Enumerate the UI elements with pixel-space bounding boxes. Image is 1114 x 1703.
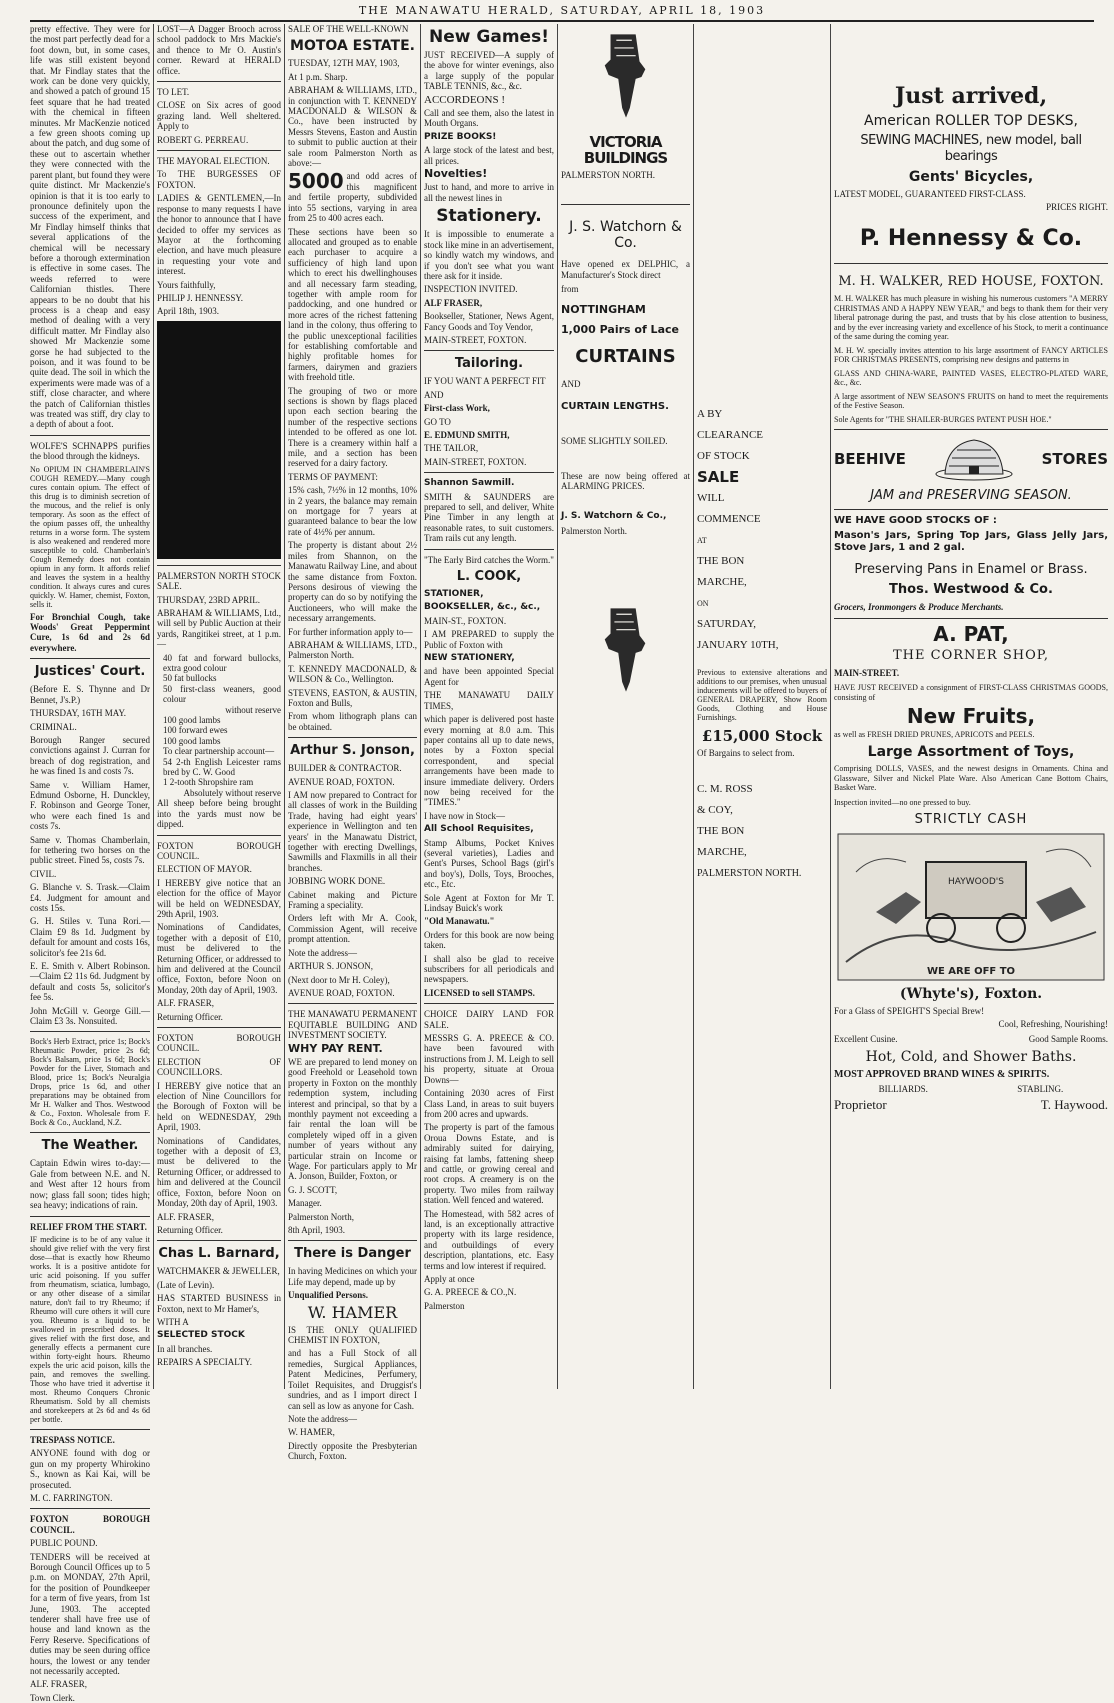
bon-marche-signature: THE BON	[697, 825, 745, 837]
bock-notice: Bock's Herb Extract, price 1s; Bock's Rheumatic Powder, price 2s 6d; Bock's Balsam, price 1s 6d; Bock's Powder for the Liver, Stomach and Blood, price 1s; Bock's Neuralgia Drops, price 1s 6d, and other preparations may be obtained from Mr H. Walker and Thos. Westwood & Co., Foxton. Wholesale from F. Bock & Co., Auckland, N.Z.	[30, 1037, 150, 1128]
cool-refreshing: Cool, Refreshing, Nourishing!	[998, 1018, 1108, 1029]
hamer-address: Directly opposite the Presbyterian Church, Foxton.	[288, 1440, 417, 1462]
bon-marche-line: OF STOCK	[697, 450, 750, 462]
column-3	[288, 24, 417, 1462]
danger-heading: There is Danger	[294, 1246, 411, 1262]
walker-heading: M. H. WALKER, RED HOUSE, FOXTON.	[838, 274, 1104, 289]
jonson-name: Arthur S. Jonson,	[290, 743, 415, 759]
stock-item: 1 2-tooth Shropshire ram	[163, 777, 254, 788]
to-let-signature: ROBERT G. PERREAU.	[157, 134, 249, 145]
stock-sale-close: All sheep before being brought into the yards must now be dipped.	[157, 798, 281, 830]
column-rule	[693, 24, 694, 1389]
stock-item: 100 forward ewes	[163, 725, 228, 736]
estate-name: MOTOA ESTATE.	[290, 38, 415, 55]
tailoring-fit: IF YOU WANT A PERFECT FIT	[424, 376, 546, 387]
preserving-pans: Preserving Pans in Enamel or Brass.	[854, 562, 1088, 577]
stock-sale-heading: PALMERSTON NORTH STOCK SALE.	[157, 570, 281, 592]
tailoring-and: AND	[424, 389, 444, 400]
bon-marche-line: CLEARANCE	[697, 429, 763, 441]
barnard-name: Chas L. Barnard,	[158, 1246, 280, 1262]
old-manawatu: "Old Manawatu."	[424, 916, 495, 927]
dried-fruits: as well as FRESH DRIED PRUNES, APRICOTS and PEELS.	[834, 730, 1035, 739]
barnard-with: WITH A	[157, 1316, 189, 1327]
sale-acres-text: and odd acres of this magnificent and fertile property, subdivided into 55 sections, varying in area from 25 to 400 acres each.	[288, 171, 417, 224]
mayor-election-text-2: Nominations of Candidates, together with a deposit of £10, must be delivered to the Returning Officer, or addressed to him and delivered at the Council office, Foxton, before Noon on Monday, 20th day of April, 1903.	[157, 922, 281, 995]
wines-spirits: MOST APPROVED BRAND WINES & SPIRITS.	[834, 1068, 1050, 1080]
column-4	[424, 24, 554, 1389]
bon-marche-sale: SALE	[697, 468, 740, 486]
tailoring-work: First-class Work,	[424, 403, 490, 414]
tailoring-go-to: GO TO	[424, 416, 451, 427]
court-entry: Same v. Thomas Chamberlain, for tethering two horses on the public street. Fined 5s, costs 7s.	[30, 834, 150, 866]
from: from	[561, 284, 579, 295]
fraser-name: ALF FRASER,	[424, 297, 483, 308]
jonson-text-3: Orders left with Mr A. Cook, Commission Agent, will receive prompt attention.	[288, 913, 417, 945]
councillors-signature-title: Returning Officer.	[157, 1224, 223, 1235]
court-entry: G. H. Stiles v. Tuna Rori.—Claim £9 8s 1d. Judgment by default for amount and costs 16s, solicitor's fee 21s 6d.	[30, 916, 150, 958]
trespass-heading: TRESPASS NOTICE.	[30, 1434, 115, 1445]
column-1	[30, 24, 150, 1703]
watchorn-text: Have opened ex DELPHIC, a Manufacturer's Stock direct	[561, 259, 690, 280]
daily-times-text: which paper is delivered post haste every morning at 8.0 a.m. This paper contains all up to date news, notes by a Foxton special correspondent, and special arrangements have been made to insure immediate delivery. Orders now being received for the "TIMES."	[424, 714, 554, 808]
dairy-text-3: The property is part of the famous Oroua Downs Estate, and is admirably suited for dairying, raising fat lambs, fattening sheep and cattle, or growing cereal and root crops. A creamery is on the property. Two miles from railway station. Well fenced and watered.	[424, 1122, 554, 1206]
cough-remedy-notice: No OPIUM IN CHAMBERLAIN'S COUGH REMEDY.—Many cough cures contain opium. The effect of this drug is to diminish secretion of the mucous, and the relief is only temporary. As soon as the effect of the opium passes off, the unhealthy returns in a worse form. The system is also weakened and rendered more susceptible to cold. Chamberlain's Cough Remedy does not contain opium in any form. It affords relief and leaves the system in a healthy condition. It always cures and cures quickly. W. Hamer, chemist, Foxton, sells it.	[30, 464, 150, 609]
mayor-election-heading: FOXTON BOROUGH COUNCIL.	[157, 840, 281, 861]
curtains: CURTAINS	[575, 346, 676, 368]
barnard-trade: WATCHMAKER & JEWELLER,	[157, 1266, 280, 1277]
justices-date: THURSDAY, 16TH MAY.	[30, 708, 127, 719]
novelties-heading: Novelties!	[424, 167, 488, 181]
stabling: STABLING.	[1017, 1083, 1064, 1094]
unqualified: Unqualified Persons.	[288, 1290, 369, 1301]
bronchial-notice: For Bronchial Cough, take Woods' Great Peppermint Cure, 1s 6d and 2s 6d everywhere.	[30, 611, 150, 653]
victoria-place: PALMERSTON NORTH.	[561, 170, 655, 180]
court-entry: Borough Ranger secured convictions against J. Curran for breach of dog registration, and he was fined 1s and costs 7s.	[30, 734, 150, 777]
licensed-stamps: LICENSED to sell STAMPS.	[424, 987, 535, 998]
trespass-text: ANYONE found with dog or gun on my property Whirokino S., known as Kai Kai, will be prosecuted.	[30, 1448, 150, 1490]
jonson-text-2: Cabinet making and Picture Framing a speciality.	[288, 889, 417, 911]
sale-terms-heading: TERMS OF PAYMENT:	[288, 471, 378, 482]
proprietor-name: T. Haywood.	[1040, 1096, 1108, 1112]
new-games-heading: New Games!	[429, 27, 549, 47]
bon-marche-line: SATURDAY,	[697, 618, 756, 630]
trespass-signature: M. C. FARRINGTON.	[30, 1492, 113, 1503]
article-text: pretty effective. They were for the most part perfectly dead for a foot down, but, in some cases, life was still existent beyond that. Mr Findlay states that the work can be done very quickly, and showed a patch of ground 15 feet square that he had treated with the chemical in fifteen minutes. Mr MacKenzie noticed a few green shoots coming up about the patch, and dug some of these out to ascertain whether they were connected with the parent plant, but found they were quite distinct. Mr Mackenzie's opinion is that it is too early to pronounce definitely upon the success of the experiment, and Mr Findlay himself thinks that several applications of the chemical will be necessary before a thorough extermination is effective in some cases. The weeds referred to were Californian thistles. There appears to be no doubt that his process is a cheap and easy method of dealing with a very difficult matter. Mr Findlay also showed Mr Mackenzie some gorse he had subjected to the poison, and it was found to be quite dead. The soil in which the experiments were made was of a stiff, close character, and where the patch of Californian thistles was treated was stiff, dry clay to a depth of about a foot.	[30, 24, 150, 430]
pat-name: A. PAT,	[933, 622, 1009, 646]
barnard-late: (Late of Levin).	[157, 1279, 215, 1290]
jonson-next: (Next door to Mr H. Coley),	[288, 974, 390, 985]
hamer-signature: W. HAMER,	[288, 1427, 335, 1438]
pound-signature: ALF. FRASER,	[30, 1679, 88, 1690]
games-text: JUST RECEIVED—A supply of the above for winter evenings, also a large supply of the popular TABLE TENNIS, &c., &c.	[424, 50, 554, 92]
society-date: 8th April, 1903.	[288, 1225, 346, 1236]
speights: For a Glass of SPEIGHT'S Special Brew!	[834, 1005, 985, 1016]
cook-agent: and have been appointed Special Agent for	[424, 666, 554, 687]
to-let-heading: TO LET.	[157, 87, 190, 98]
main-street: MAIN-STREET.	[834, 668, 900, 678]
hamer-note: Note the address—	[288, 1413, 357, 1424]
dairy-apply: Apply at once	[424, 1274, 475, 1284]
sale-acreage-figure: 5000	[288, 169, 344, 194]
redacted-block	[157, 321, 281, 559]
jonson-road: AVENUE ROAD, FOXTON.	[288, 987, 395, 998]
mayor-election-text: I HEREBY give notice that an election for the office of Mayor will be held on WEDNESDAY, 29th April, 1903.	[157, 877, 281, 919]
stock-note: Absolutely without reserve	[183, 787, 281, 798]
barnard-branches: In all branches.	[157, 1343, 213, 1354]
mayoral-signature: PHILIP J. HENNESSY.	[157, 292, 244, 303]
to-let-text: CLOSE on Six acres of good grazing land. Well sheltered. Apply to	[157, 100, 281, 132]
sale-agent: T. KENNEDY MACDONALD, & WILSON & Co., Wellington.	[288, 663, 417, 685]
column-rule	[153, 24, 154, 1389]
jonson-note: Note the address—	[288, 947, 357, 958]
mayor-election-sub: ELECTION OF MAYOR.	[157, 864, 252, 875]
jonson-signature: ARTHUR S. JONSON,	[288, 961, 373, 972]
pointing-hand-icon	[597, 32, 655, 120]
sale-litho: From whom lithograph plans can be obtained.	[288, 711, 417, 732]
weather-text: Captain Edwin wires to-day:—Gale from between N.E. and N. and West after 12 hours from now; glass fall soon; tides high; sea heavy; indications of rain.	[30, 1158, 150, 1211]
barnard-repairs: REPAIRS A SPECIALTY.	[157, 1357, 252, 1368]
walker-text-4: A large assortment of NEW SEASON'S FRUITS on hand to meet the requirements of the Festive Season.	[834, 391, 1108, 410]
councillors-text: I HEREBY give notice that an election of Nine Councillors for the Borough of Foxton will be held on WEDNESDAY, 29th April, 1903.	[157, 1080, 281, 1133]
why-pay-rent: WHY PAY RENT.	[288, 1041, 383, 1055]
watchorn-name: J. S. Watchorn & Co.	[569, 219, 682, 252]
bon-marche-line: WILL	[697, 492, 725, 504]
society-place: Palmerston North,	[288, 1211, 354, 1222]
book-orders: Orders for this book are now being taken.	[424, 929, 554, 951]
jonson-text: I AM now prepared to Contract for all classes of work in the Building Trade, having had eight years' experience in Wellington and ten years' in the Manawatu District, together with erecting Dwellings, Sawmills and Flaxmills in all their branches.	[288, 790, 417, 873]
cook-text: I AM PREPARED to supply the Public of Foxton with	[424, 629, 554, 650]
mayoral-to: To THE BURGESSES OF FOXTON.	[157, 169, 281, 190]
column-5	[561, 24, 690, 1389]
weather-heading: The Weather.	[41, 1138, 139, 1154]
mayoral-election-heading: THE MAYORAL ELECTION.	[157, 156, 270, 167]
dairy-signature: G. A. PREECE & CO.,N.	[424, 1287, 517, 1298]
councillors-sub: ELECTION OF COUNCILLORS.	[157, 1056, 281, 1078]
mayor-election-signature-title: Returning Officer.	[157, 1011, 223, 1022]
stock-sale-date: THURSDAY, 23RD APRIL.	[157, 594, 261, 605]
sale-heading: SALE OF THE WELL-KNOWN	[288, 24, 409, 34]
daily-times: THE MANAWATU DAILY TIMES,	[424, 690, 554, 711]
sale-agent: STEVENS, EASTON, & AUSTIN, Foxton and Bulls,	[288, 687, 417, 708]
bicycles: Gents' Bicycles,	[908, 169, 1034, 185]
column-rule	[830, 24, 831, 1389]
column-7	[834, 24, 1108, 1389]
slightly-soiled: SOME SLIGHTLY SOILED.	[561, 436, 668, 447]
society-heading: THE MANAWATU PERMANENT EQUITABLE BUILDING AND INVESTMENT SOCIETY.	[288, 1009, 417, 1041]
stock-value: £15,000 Stock	[701, 727, 823, 745]
proprietor-label: Proprietor	[834, 1096, 887, 1112]
dairy-text-2: Containing 2030 acres of First Class Land, in areas to suit buyers from 200 acres and upwards.	[424, 1088, 554, 1119]
barnard-text: HAS STARTED BUSINESS in Foxton, next to Mr Hamer's,	[157, 1293, 281, 1314]
jars: Mason's Jars, Spring Top Jars, Glass Jelly Jars, Stove Jars, 1 and 2 gal.	[834, 530, 1108, 553]
nottingham: NOTTINGHAM	[561, 302, 646, 316]
walker-text-5: Sole Agents for "THE SHAILER-BURGES PATENT PUSH HOE."	[834, 414, 1052, 424]
masthead: THE MANAWATU HERALD, SATURDAY, APRIL 18, 1903	[30, 4, 1094, 22]
sale-paragraph: The grouping of two or more sections is shown by flags placed upon each section bearing the number of the respective sections intended to be offered as one lot. There is a creamery within half a mile, and a section has been reserved for a dairy factory.	[288, 385, 417, 469]
society-text: WE are prepared to lend money on good Freehold or Leasehold town property in Foxton on the monthly redemption system, including interest and principal, so that by a monthly payment not exceeding a fair rental the loan will be completely wiped off in a given number of years without any particular strain on Income or Wage. For particulars apply to Mr A. Jonson, Builder, Foxton, or	[288, 1056, 417, 1182]
jam-season: JAM and PRESERVING SEASON.	[870, 488, 1072, 503]
fraser-trade: Bookseller, Stationer, News Agent, Fancy Goods and Toy Vendor,	[424, 311, 554, 332]
watchorn-place: Palmerston North.	[561, 525, 627, 536]
sewing-machines: SEWING MACHINES, new model, ball bearings	[860, 133, 1082, 164]
early-bird: "The Early Bird catches the Worm."	[424, 554, 554, 565]
hotel-features	[834, 1034, 1108, 1045]
hamer-name: W. HAMER	[307, 1302, 398, 1322]
pound-subheading: PUBLIC POUND.	[30, 1538, 98, 1549]
sale-paragraph: The property is distant about 2½ miles from Shannon, on the Manawatu Railway Line, and about the same distance from Foxton. Persons desirous of viewing the property can do so by notifying the Auctioneers, who will make the necessary arrangements.	[288, 540, 417, 624]
fraser-address: MAIN-STREET, FOXTON.	[424, 334, 527, 345]
beehive-word: BEEHIVE	[834, 449, 906, 468]
bon-marche-line: JANUARY 10TH,	[697, 639, 779, 651]
and: AND	[561, 379, 581, 390]
court-entry: G. Blanche v. S. Trask.—Claim £4. Judgment for amount and costs 15s.	[30, 882, 150, 913]
dairy-land-heading: CHOICE DAIRY LAND FOR SALE.	[424, 1009, 554, 1030]
school-requisites: All School Requisites,	[424, 824, 534, 835]
lace-pairs: 1,000 Pairs of Lace	[561, 323, 679, 337]
court-entry: Same v. William Hamer, Edmund Osborne, H. Dunckley, F. Robinson and George Toner, who were each fined 1s and costs 7s.	[30, 779, 150, 832]
schnapps-notice: WOLFE'S SCHNAPPS purifies the blood through the kidneys.	[30, 440, 150, 462]
sawmill-heading: Shannon Sawmill.	[424, 478, 515, 489]
stock-item: 50 first-class weaners, good colour	[163, 683, 281, 705]
cook-new-stationery: NEW STATIONERY,	[424, 653, 515, 664]
school-intro: I have now in Stock—	[424, 810, 505, 821]
coach-illustration	[836, 832, 1106, 982]
stock-item: 54 2-th English Leicester rams bred by C. W. Good	[163, 756, 281, 778]
sample-rooms: Good Sample Rooms.	[1028, 1033, 1108, 1044]
stock-item: 100 good lambs	[163, 715, 221, 726]
whytes-foxton: (Whyte's), Foxton.	[899, 985, 1043, 1002]
toys-text: Comprising DOLLS, VASES, and the newest designs in Ornaments. China and Glassware, Silver and Nickel Plate Ware. Also American Cane Bottom Chairs, Basket Ware.	[834, 764, 1108, 792]
hamer-text: and has a Full Stock of all remedies, Surgical Appliances, Patent Medicines, Perfumery, Toilet Requisites, and Druggist's sundries, and as I import direct I can sell as low as anyone for Cash.	[288, 1348, 417, 1411]
society-signature: G. J. SCOTT,	[288, 1184, 338, 1195]
beehive-header	[834, 436, 1108, 482]
tailoring-heading: Tailoring.	[454, 356, 524, 372]
victoria-buildings: VICTORIA BUILDINGS	[583, 133, 668, 167]
dairy-text: MESSRS G. A. PREECE & CO. have been favoured with instructions from J. M. Leigh to sell his property, situate at Oroua Downs—	[424, 1033, 554, 1085]
walker-text-2: M. H. W. specially invites attention to his large assortment of FANCY ARTICLES FOR CHRISTMAS PRESENTS, comprising new designs and patterns in	[834, 345, 1108, 364]
cook-name: L. COOK,	[456, 569, 522, 585]
cook-bookseller: BOOKSELLER, &c., &c.,	[424, 602, 541, 613]
pound-text: TENDERS will be received at Borough Council Offices up to 5 p.m. on MONDAY, 27th April, for the position of Poundkeeper for a term of five years, from 1st June, 1903. The accepted tenderer shall have free use of house and land known as the Ferry Reserve. Specifications of duties may be seen during office hours, the lowest or any tender not necessarily accepted.	[30, 1551, 150, 1677]
stock-note: without reserve	[225, 704, 281, 715]
column-rule	[284, 24, 285, 1389]
pound-signature-title: Town Clerk.	[30, 1692, 75, 1703]
sale-date: TUESDAY, 12TH MAY, 1903,	[288, 58, 400, 69]
bon-marche-line: COMMENCE	[697, 513, 761, 525]
sole-agent: Sole Agent at Foxton for Mr T. Lindsay Buick's work	[424, 892, 554, 913]
cuisine: Excellent Cusine.	[834, 1033, 898, 1044]
proprietor-line	[834, 1096, 1108, 1112]
smith-trade: THE TAILOR,	[424, 443, 479, 454]
accordeons-text: Call and see them, also the latest in Mouth Organs.	[424, 108, 554, 129]
stationery-text: It is impossible to enumerate a stock like mine in an advertisement, so kindly watch my windows, and if you don't see what you want there ask for it inside.	[424, 229, 554, 281]
pointing-hand-icon	[597, 606, 655, 694]
bon-marche-line: A BY	[697, 408, 723, 420]
court-entry: E. E. Smith v. Albert Robinson.—Claim £2 11s 6d. Judgment by default and costs 5s, solicitor's fee 5s.	[30, 961, 150, 1003]
mayoral-close: Yours faithfully,	[157, 279, 216, 290]
hennessy-name: P. Hennessy & Co.	[859, 226, 1083, 251]
grocers: Grocers, Ironmongers & Produce Merchants.	[834, 602, 1004, 612]
stock-item: To clear partnership account—	[163, 746, 275, 757]
sale-terms: 15% cash, 7½% in 12 months, 10% in 2 years, the balance may remain on mortgage for 7 years at guaranteed balance to bear the low rate of 4½% per annum.	[288, 485, 417, 537]
bon-marche-signature: PALMERSTON NORTH.	[697, 868, 802, 879]
toys-heading: Large Assortment of Toys,	[867, 744, 1075, 760]
subscribers: I shall also be glad to receive subscribers for all periodicals and newspapers.	[424, 953, 554, 985]
billiards: BILLIARDS.	[878, 1083, 928, 1094]
rheumo-ad: IF medicine is to be of any value it should give relief with the very first dose—that is exactly how Rheumo works. It is a positive antidote for uric acid poisoning. If you suffer from rheumatism, sciatica, lumbago, or any other disease of a similar nature, don't fail to try Rheumo; if Rheumo will cure others it will cure you. Rheumo is a liquid to be swallowed in prescribed doses. It gives relief with the first dose, and generally effects a permanent cure within forty-eight hours. Rheumo expels the uric acid poison, kills the pain, and removes the swelling. Those who have tried it advertise it most. Rheumo Conquers Chronic Rheumatism. Sold by all chemists and storekeepers at 2s 6d and 4s 6d per bottle.	[30, 1234, 150, 1424]
pound-heading: FOXTON BOROUGH COUNCIL.	[30, 1514, 150, 1535]
danger-text: In having Medicines on which your Life may depend, made up by	[288, 1266, 417, 1287]
westwood-name: Thos. Westwood & Co.	[889, 582, 1053, 597]
column-6	[697, 24, 827, 1389]
dairy-text-4: The Homestead, with 582 acres of land, is an exceptionally attractive property with its large residence, and outbuildings of every description, plantations, etc. Easy terms and low interest if required.	[424, 1208, 554, 1271]
good-stocks: WE HAVE GOOD STOCKS OF :	[834, 515, 997, 526]
bon-marche-line: MARCHE,	[697, 576, 747, 588]
just-arrived: Just arrived,	[894, 83, 1048, 109]
inspection-invited: INSPECTION INVITED.	[424, 284, 518, 295]
novelties-text: Just to hand, and more to arrive in all the newest lines in	[424, 182, 554, 203]
vignette-banner: WE ARE OFF TO	[926, 965, 1016, 977]
stock-list	[157, 653, 281, 799]
column-rule	[557, 24, 558, 1389]
baths: Hot, Cold, and Shower Baths.	[865, 1048, 1077, 1065]
sale-info: For further information apply to—	[288, 626, 413, 637]
stores-word: STORES	[1041, 449, 1108, 468]
prize-books-heading: PRIZE BOOKS!	[424, 131, 497, 142]
bon-marche-line: AT	[697, 536, 707, 545]
mayor-election-signature: ALF. FRASER,	[157, 998, 215, 1009]
barnard-stock: SELECTED STOCK	[157, 1330, 245, 1341]
strictly-cash: STRICTLY CASH	[914, 811, 1028, 827]
mayoral-date: April 18th, 1903.	[157, 306, 219, 317]
bon-marche-signature: C. M. ROSS	[697, 783, 753, 795]
court-entry: John McGill v. George Gill.—Claim £3 3s. Nonsuited.	[30, 1005, 150, 1027]
stock-item: 100 good lambs	[163, 735, 221, 746]
hamer-qualified: IS THE ONLY QUALIFIED CHEMIST IN FOXTON,	[288, 1324, 417, 1346]
jonson-trade: BUILDER & CONTRACTOR.	[288, 763, 402, 774]
curtain-lengths: CURTAIN LENGTHS.	[561, 400, 669, 412]
lost-notice: LOST—A Dagger Brooch across school paddock to Mrs Mackie's and thence to Mr O. Austin's corner. Reward at HERALD office.	[157, 24, 281, 76]
pat-text: HAVE JUST RECEIVED a consignment of FIRST-CLASS CHRISTMAS GOODS, consisting of	[834, 683, 1108, 702]
walker-text-3: GLASS AND CHINA-WARE, PAINTED VASES, ELECTRO-PLATED WARE, &c., &c.	[834, 368, 1108, 387]
bon-marche-signature: & COY,	[697, 804, 733, 816]
corner-shop: THE CORNER SHOP,	[893, 648, 1049, 663]
councillors-signature: ALF. FRASER,	[157, 1211, 215, 1222]
prize-books-text: A large stock of the latest and best, all prices.	[424, 145, 554, 166]
smith-name: E. EDMUND SMITH,	[424, 429, 510, 440]
bon-marche-signature: MARCHE,	[697, 846, 747, 858]
vignette-sign: HAYWOOD'S	[948, 876, 1004, 887]
beehive-icon	[933, 436, 1015, 482]
sale-time: At 1 p.m. Sharp.	[288, 71, 348, 82]
prices-right: PRICES RIGHT.	[1046, 202, 1108, 212]
sale-intro: ABRAHAM & WILLIAMS, LTD., in conjunction with T. KENNEDY MACDONALD & WILSON & Co., have been instructed by Messrs Stevens, Easton and Austin to submit to public auction at their sale room Palmerston North as above:—	[288, 85, 417, 169]
accordeons-heading: ACCORDEONS !	[424, 93, 505, 106]
latest-model: LATEST MODEL, GUARANTEED FIRST-CLASS.	[834, 189, 1026, 199]
stock-item: 40 fat and forward bullocks, extra good colour	[163, 652, 281, 673]
watchorn-signature: J. S. Watchorn & Co.,	[561, 511, 667, 522]
councillors-text-2: Nominations of Candidates, together with a deposit of £3, must be delivered to the Returning Officer, or addressed to him and delivered at the Council office, Foxton, before Noon on Monday, 20th day of April, 1903.	[157, 1135, 281, 1209]
smith-address: MAIN-STREET, FOXTON.	[424, 456, 527, 467]
stationery-heading: Stationery.	[436, 206, 542, 227]
society-manager: Manager.	[288, 1198, 322, 1209]
civil-heading: CIVIL.	[30, 868, 57, 879]
jonson-address: AVENUE ROAD, FOXTON.	[288, 776, 395, 787]
cook-stationer: STATIONER,	[424, 589, 484, 600]
inspection-invited: Inspection invited—no one pressed to buy.	[834, 797, 971, 807]
column-rule	[420, 24, 421, 1389]
school-text: Stamp Albums, Pocket Knives (several varieties), Ladies and Gent's Purses, School Bags (girl's and boy's), Dolls, Toys, Brooches, etc., Etc.	[424, 837, 554, 890]
cook-address: MAIN-ST., FOXTON.	[424, 615, 507, 626]
new-fruits: New Fruits,	[906, 704, 1036, 728]
councillors-heading: FOXTON BOROUGH COUNCIL.	[157, 1033, 281, 1054]
walker-text: M. H. WALKER has much pleasure in wishing his numerous customers "A MERRY CHRISTMAS AND A HAPPY NEW YEAR," and begs to thank them for their very liberal patronage during the past, and trusts that by his close attention to business, and by the ever increasing variety and excellence of his Stock, to merit a continuance of the same during the coming year.	[834, 294, 1108, 341]
bon-marche-previous: Previous to extensive alterations and additions to our premises, when unusual inducements will be offered to buyers of GENERAL DRAPERY, Show Room Goods, Clothing and House Furnishings.	[697, 668, 827, 722]
justices-before: (Before E. S. Thynne and Dr Bennet, J's.P.)	[30, 684, 150, 705]
column-2	[157, 24, 281, 1389]
criminal-heading: CRIMINAL.	[30, 721, 77, 732]
jonson-jobbing: JOBBING WORK DONE.	[288, 876, 386, 887]
sawmill-text: SMITH & SAUNDERS are prepared to sell, and deliver, White Pine Timber in any length at reasonable rates, to suit customers. Tram rails cut any length.	[424, 491, 554, 544]
hotel-amenities	[834, 1084, 1108, 1095]
stock-item: 50 fat bullocks	[163, 673, 217, 684]
stock-sale-intro: ABRAHAM & WILLIAMS, Ltd., will sell by Public Auction at their yards, Rangitikei street, at 1 p.m.—	[157, 607, 281, 650]
mayoral-text: LADIES & GENTLEMEN,—In response to many requests I have the honor to announce that I have decided to offer my services as Mayor at the forthcoming election, and have much pleasure in requesting your vote and interest.	[157, 193, 281, 277]
bon-marche-line: ON	[697, 599, 709, 608]
roller-desks: American ROLLER TOP DESKS,	[864, 113, 1078, 129]
relief-heading: RELIEF FROM THE START.	[30, 1221, 147, 1232]
alarming-prices: These are now being offered at ALARMING PRICES.	[561, 470, 690, 492]
justices-court-heading: Justices' Court.	[34, 664, 146, 680]
bon-marche-line: THE BON	[697, 555, 745, 567]
sale-paragraph: These sections have been so allocated and grouped as to enable each purchaser to acquire a sufficiency of high land upon which to erect his dwellinghouses and all necessary farm steading, together with ample room for paddocking, and one hundred or more acres of the richest fattening land in the colony, thus offering to the public unexceptional facilities for establishing comfortable and highly profitable homes for farmers, dairymen and graziers with freehold title.	[288, 226, 417, 383]
dairy-place: Palmerston	[424, 1300, 465, 1311]
sale-agent: ABRAHAM & WILLIAMS, LTD., Palmerston North.	[288, 639, 417, 661]
bargains: Of Bargains to select from.	[697, 748, 795, 758]
